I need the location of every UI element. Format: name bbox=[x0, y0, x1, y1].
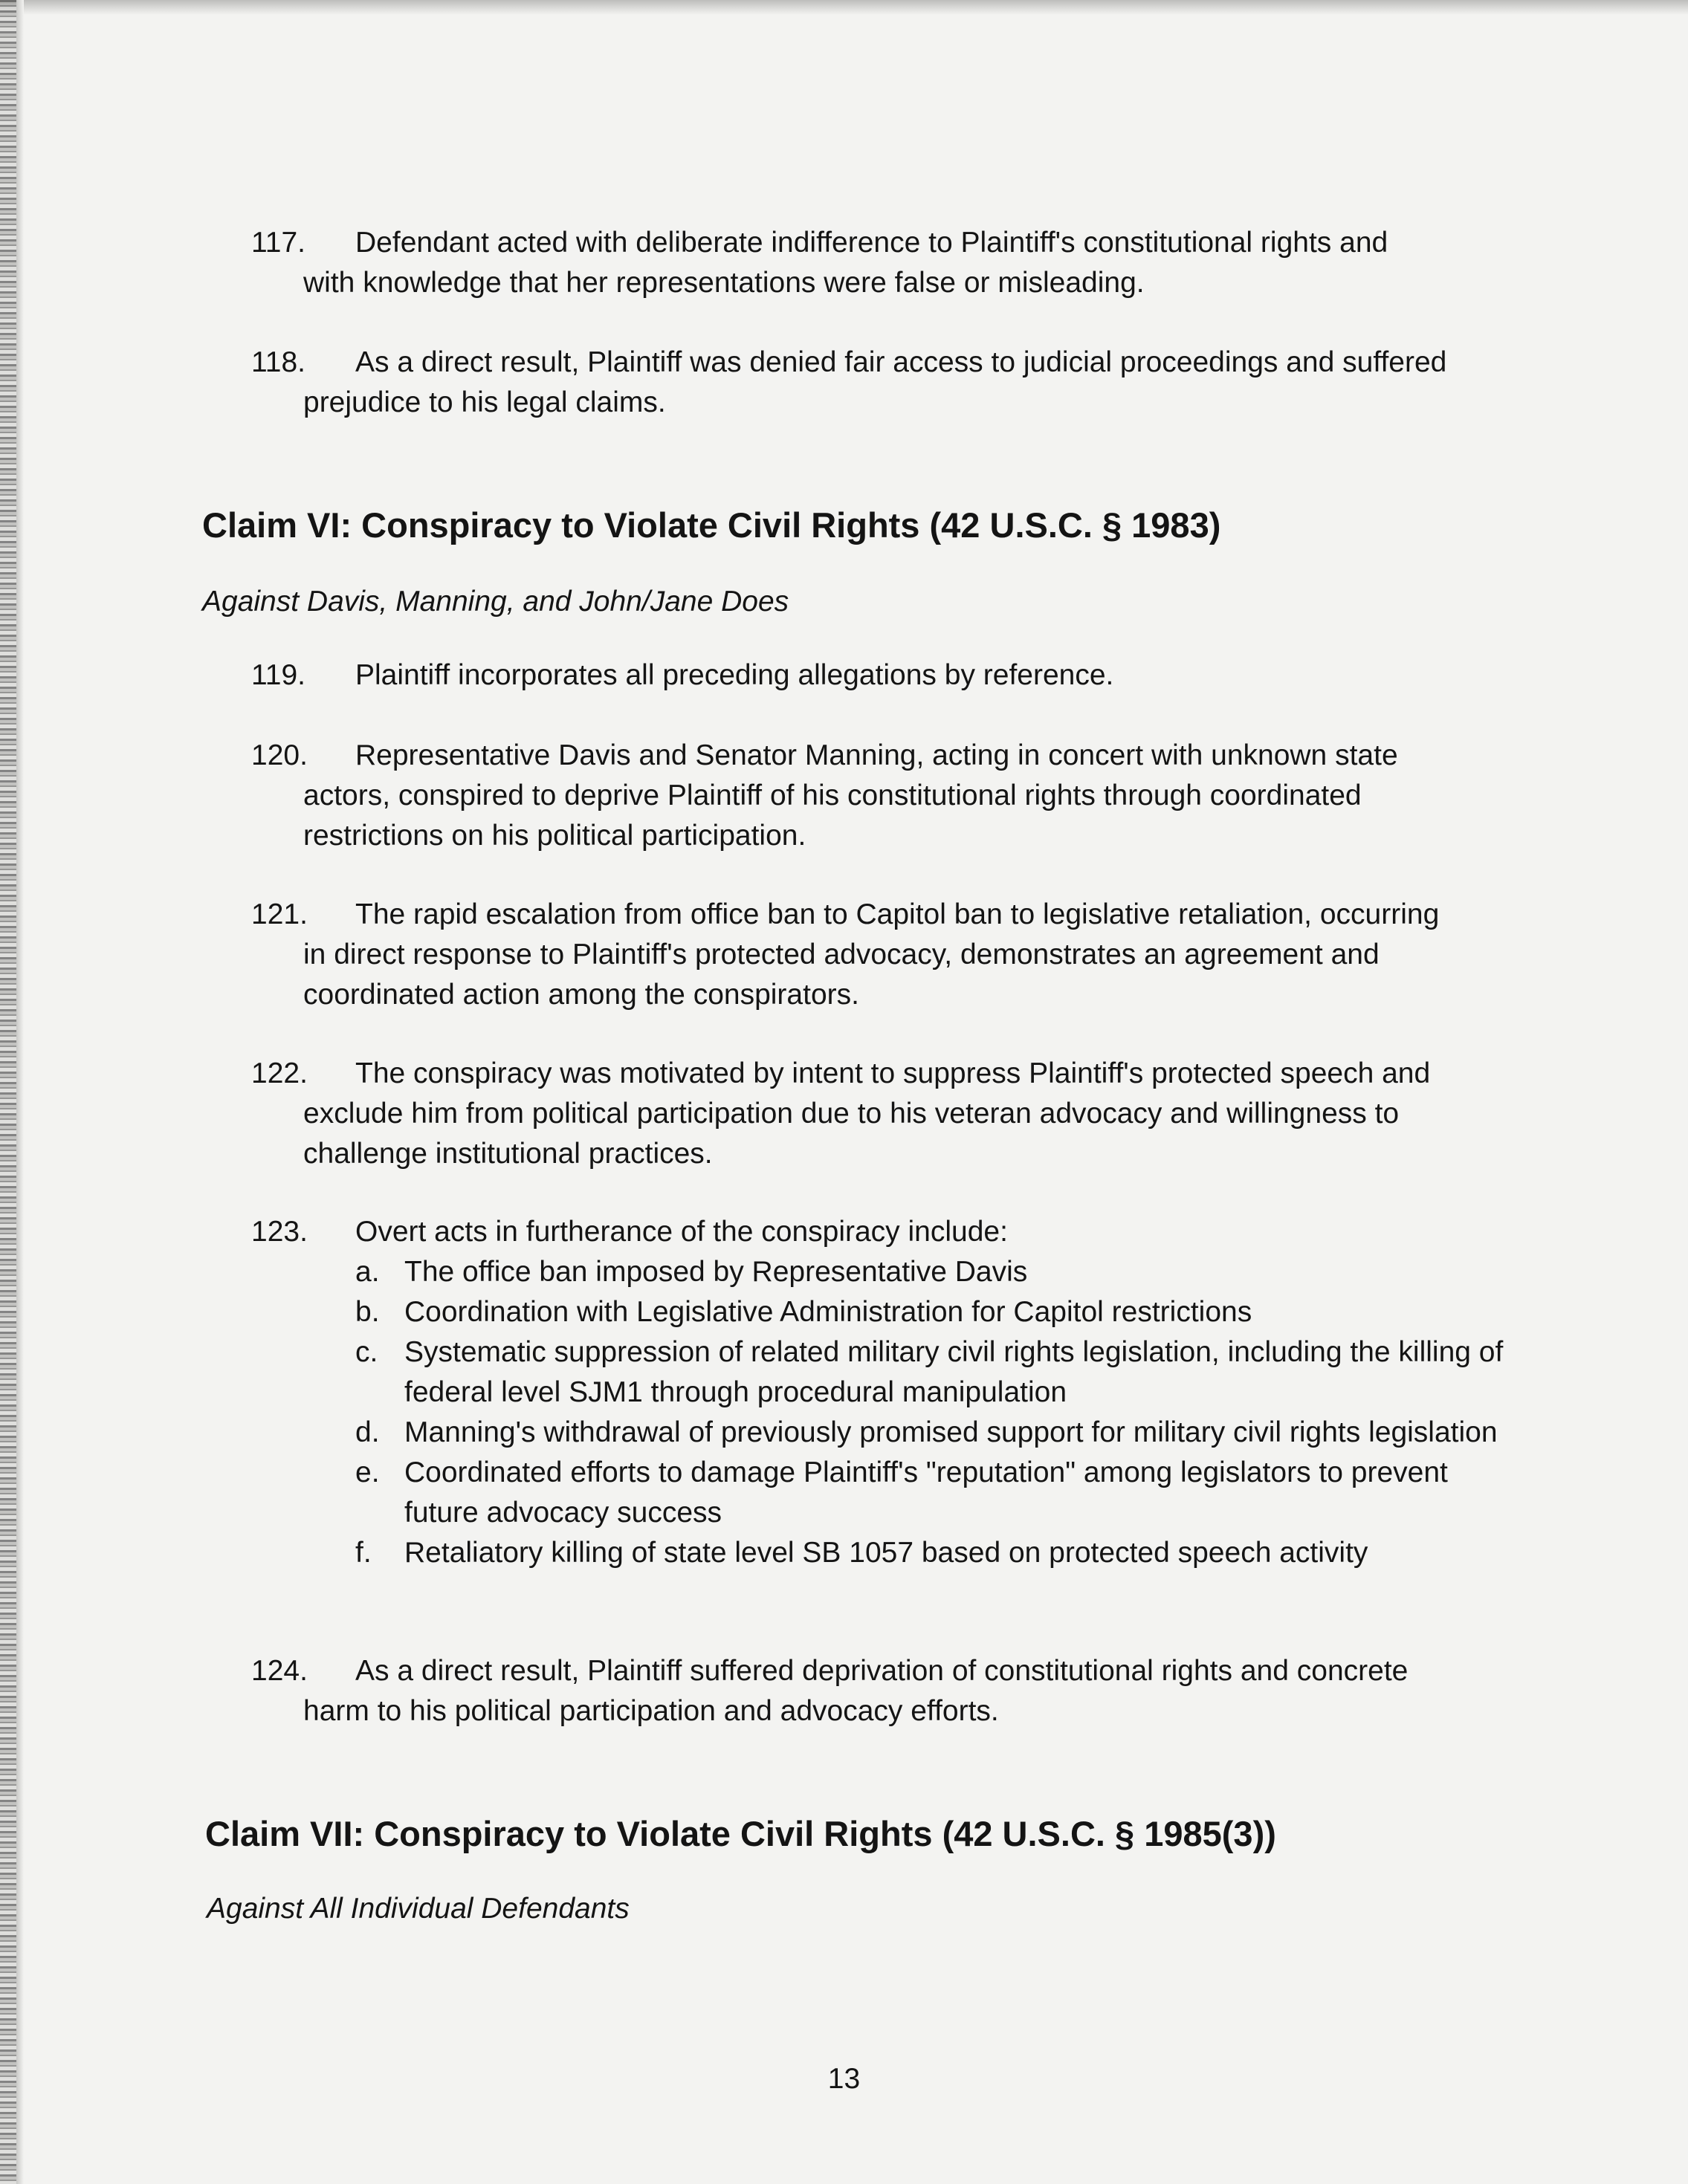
claim-vi-heading: Claim VI: Conspiracy to Violate Civil Rights (42 U.S.C. § 1983) bbox=[202, 505, 1221, 545]
paragraph-continuation: exclude him from political participation due to his veteran advocacy and willingness to challenge institutional practices. bbox=[303, 1098, 1400, 1170]
paragraph-number: 122. bbox=[251, 1057, 308, 1089]
paragraph-text: The conspiracy was motivated by intent to suppress Plaintiff's protected speech and bbox=[355, 1057, 1431, 1089]
list-item bbox=[355, 1413, 1515, 1453]
paragraph-123 bbox=[251, 1212, 1500, 1252]
paragraph-text: The rapid escalation from office ban to Capitol ban to legislative retaliation, occurring bbox=[355, 898, 1440, 930]
paragraph-number: 123. bbox=[251, 1216, 308, 1248]
paragraph-119 bbox=[251, 655, 1500, 696]
list-item-text: The office ban imposed by Representative Davis bbox=[404, 1256, 1028, 1288]
paragraph-continuation: actors, conspired to deprive Plaintiff of his constitutional rights through coordinated restrictions on his political participation. bbox=[303, 780, 1362, 852]
list-item-letter: b. bbox=[355, 1296, 380, 1328]
list-item-text: Manning's withdrawal of previously promised support for military civil rights legislation bbox=[404, 1416, 1498, 1448]
list-item-letter: a. bbox=[355, 1256, 380, 1288]
paragraph-text: As a direct result, Plaintiff was denied fair access to judicial proceedings and suffered bbox=[355, 346, 1447, 378]
list-item bbox=[355, 1252, 1515, 1292]
list-item-letter: f. bbox=[355, 1537, 372, 1569]
paragraph-number: 120. bbox=[251, 739, 308, 771]
list-item-letter: e. bbox=[355, 1456, 380, 1488]
paragraph-number: 118. bbox=[251, 346, 306, 378]
list-item bbox=[355, 1453, 1515, 1533]
paragraph-continuation: prejudice to his legal claims. bbox=[303, 386, 666, 418]
paragraph-text: Plaintiff incorporates all preceding allegations by reference. bbox=[355, 659, 1114, 691]
claim-vi-against: Against Davis, Manning, and John/Jane Does bbox=[202, 586, 789, 618]
list-item-text: Retaliatory killing of state level SB 1057 based on protected speech activity bbox=[404, 1537, 1368, 1569]
list-item-text: Systematic suppression of related military civil rights legislation, including the killing of federal level SJM1 through procedural manipulation bbox=[404, 1336, 1504, 1408]
paragraph-118 bbox=[251, 343, 1500, 423]
paragraph-continuation: in direct response to Plaintiff's protected advocacy, demonstrates an agreement and coordinated action among the conspirators. bbox=[303, 939, 1380, 1011]
list-item bbox=[355, 1292, 1515, 1332]
paragraph-124 bbox=[251, 1651, 1500, 1731]
paragraph-number: 117. bbox=[251, 227, 306, 259]
list-item-text: Coordinated efforts to damage Plaintiff's "reputation" among legislators to prevent future advocacy success bbox=[404, 1456, 1448, 1529]
paragraph-continuation: harm to his political participation and advocacy efforts. bbox=[303, 1695, 999, 1727]
list-item bbox=[355, 1533, 1515, 1573]
list-item-letter: c. bbox=[355, 1336, 378, 1368]
paragraph-121 bbox=[251, 895, 1500, 1015]
paragraph-text: Overt acts in furtherance of the conspiracy include: bbox=[355, 1216, 1008, 1248]
paragraph-text: Defendant acted with deliberate indifference to Plaintiff's constitutional rights and bbox=[355, 227, 1388, 259]
list-item-text: Coordination with Legislative Administration for Capitol restrictions bbox=[404, 1296, 1252, 1328]
paragraph-117 bbox=[251, 223, 1500, 303]
claim-vii-against: Against All Individual Defendants bbox=[207, 1893, 630, 1925]
overt-acts-list bbox=[355, 1252, 1515, 1573]
page-number: 13 bbox=[827, 2063, 861, 2095]
paragraph-text: As a direct result, Plaintiff suffered deprivation of constitutional rights and concrete bbox=[355, 1655, 1409, 1687]
paragraph-number: 121. bbox=[251, 898, 308, 930]
paragraph-number: 119. bbox=[251, 659, 306, 691]
list-item bbox=[355, 1332, 1515, 1413]
paragraph-number: 124. bbox=[251, 1655, 308, 1687]
paragraph-122 bbox=[251, 1054, 1500, 1174]
paragraph-text: Representative Davis and Senator Manning, acting in concert with unknown state bbox=[355, 739, 1398, 771]
paragraph-120 bbox=[251, 736, 1500, 856]
list-item-letter: d. bbox=[355, 1416, 380, 1448]
paragraph-continuation: with knowledge that her representations were false or misleading. bbox=[303, 267, 1145, 299]
claim-vii-heading: Claim VII: Conspiracy to Violate Civil Rights (42 U.S.C. § 1985(3)) bbox=[205, 1814, 1276, 1853]
